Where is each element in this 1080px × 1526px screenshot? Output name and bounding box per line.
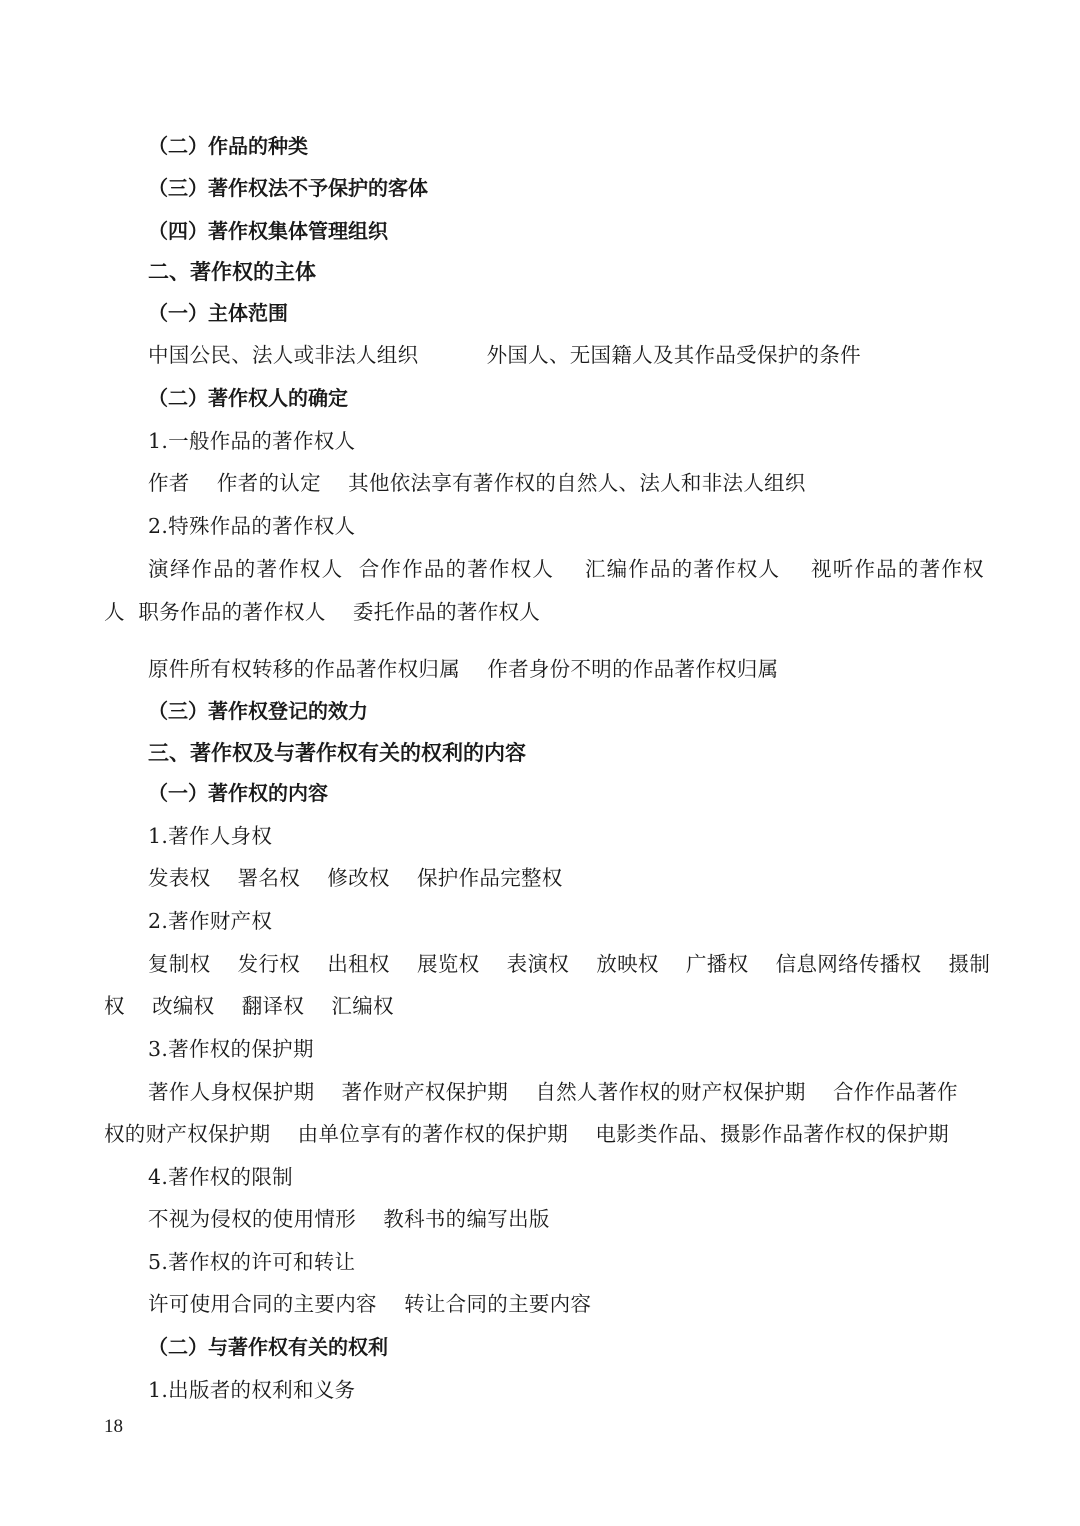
section-heading: 二、著作权的主体 xyxy=(148,260,316,284)
numbered-item: 1.一般作品的著作权人 xyxy=(148,429,356,453)
body-text: 人 职务作品的著作权人 委托作品的著作权人 xyxy=(104,600,541,624)
body-text: 演绎作品的著作权人 合作作品的著作权人 汇编作品的著作权人 视听作品的著作权 xyxy=(148,557,985,581)
numbered-item: 4.著作权的限制 xyxy=(148,1165,293,1189)
numbered-item: 3.著作权的保护期 xyxy=(148,1037,314,1061)
section-heading: 三、著作权及与著作权有关的权利的内容 xyxy=(148,741,526,765)
numbered-item: 1.著作人身权 xyxy=(148,824,273,848)
body-text: 复制权 发行权 出租权 展览权 表演权 放映权 广播权 信息网络传播权 摄制 xyxy=(148,952,991,976)
body-text: 权 改编权 翻译权 汇编权 xyxy=(104,994,394,1018)
subsection-heading: （四）著作权集体管理组织 xyxy=(148,219,388,243)
body-text: 权的财产权保护期 由单位享有的著作权的保护期 电影类作品、摄影作品著作权的保护期 xyxy=(104,1122,949,1146)
body-text: 发表权 署名权 修改权 保护作品完整权 xyxy=(148,866,563,890)
subsection-heading: （三）著作权法不予保护的客体 xyxy=(148,176,428,200)
subsection-heading: （一）主体范围 xyxy=(148,301,288,325)
body-text: 不视为侵权的使用情形 教科书的编写出版 xyxy=(148,1207,550,1231)
body-text: 作者 作者的认定 其他依法享有著作权的自然人、法人和非法人组织 xyxy=(148,471,806,495)
subsection-heading: （二）著作权人的确定 xyxy=(148,386,348,410)
subsection-heading: （三）著作权登记的效力 xyxy=(148,699,368,723)
numbered-item: 2.特殊作品的著作权人 xyxy=(148,514,356,538)
numbered-item: 5.著作权的许可和转让 xyxy=(148,1250,356,1274)
numbered-item: 1.出版者的权利和义务 xyxy=(148,1378,356,1402)
subsection-heading: （一）著作权的内容 xyxy=(148,781,328,805)
body-text: 许可使用合同的主要内容 转让合同的主要内容 xyxy=(148,1292,592,1316)
body-text: 原件所有权转移的作品著作权归属 作者身份不明的作品著作权归属 xyxy=(148,657,779,681)
numbered-item: 2.著作财产权 xyxy=(148,909,273,933)
body-text: 著作人身权保护期 著作财产权保护期 自然人著作权的财产权保护期 合作作品著作 xyxy=(148,1080,958,1104)
subsection-heading: （二）作品的种类 xyxy=(148,134,308,158)
page-number: 18 xyxy=(104,1416,123,1437)
subsection-heading: （二）与著作权有关的权利 xyxy=(148,1335,388,1359)
body-text: 中国公民、法人或非法人组织 外国人、无国籍人及其作品受保护的条件 xyxy=(148,343,861,367)
